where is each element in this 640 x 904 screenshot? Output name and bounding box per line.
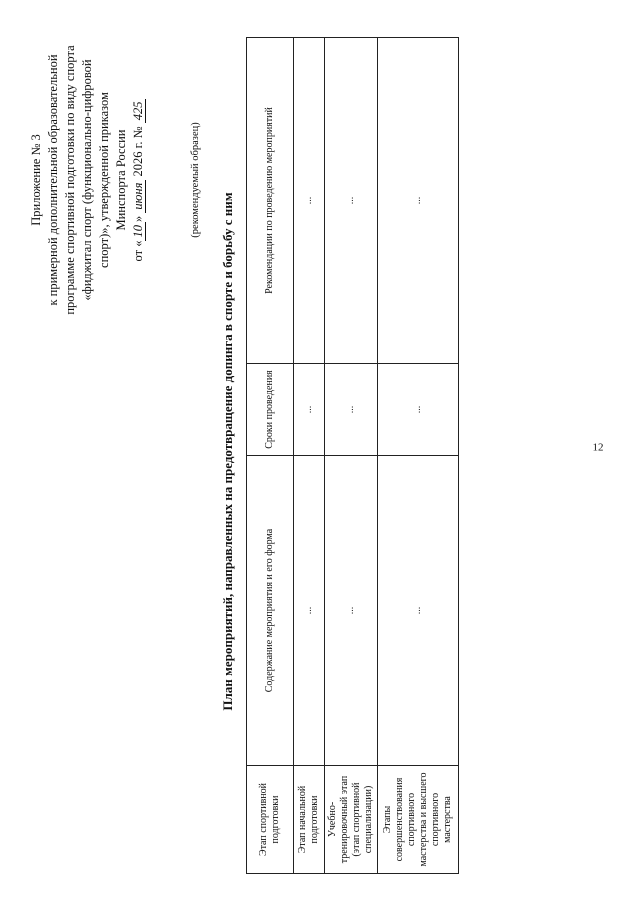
cell-term: ...	[378, 364, 459, 456]
cell-term: ...	[325, 364, 378, 456]
table-row	[294, 38, 325, 874]
cell-content: ...	[378, 456, 459, 766]
cell-term: ...	[294, 364, 325, 456]
table-header-row	[247, 38, 294, 874]
cell-stage: Учебно-тренировочный этап (этап спортивной специализации)	[325, 766, 378, 874]
date-month: июня	[131, 180, 146, 213]
date-year: 2026 г. №	[131, 126, 145, 177]
page-number: 12	[592, 441, 604, 454]
annex-header	[28, 20, 147, 340]
cell-stage: Этапы совершенствования спортивного мастерства и высшего спортивного мастерства	[378, 766, 459, 874]
sample-note: (рекомендуемый образец)	[190, 122, 201, 238]
order-date-line	[130, 20, 147, 340]
cell-recommendation: ...	[378, 38, 459, 364]
table-row	[378, 38, 459, 874]
cell-recommendation: ...	[325, 38, 378, 364]
header-stage: Этап спортивной подготовки	[247, 766, 294, 874]
date-prefix: от «	[131, 240, 145, 262]
cell-stage: Этап начальной подготовки	[294, 766, 325, 874]
plan-table	[246, 37, 459, 874]
header-content: Содержание мероприятия и его форма	[247, 456, 294, 766]
annex-line-3: «фиджитал спорт (функционально-цифровой	[80, 59, 94, 301]
date-mid: »	[131, 215, 145, 223]
cell-recommendation: ...	[294, 38, 325, 364]
annex-line-2: программе спортивной подготовки по виду спорта	[63, 45, 77, 315]
annex-title: Приложение № 3	[29, 134, 43, 226]
annex-line-1: к примерной дополнительной образовательной	[46, 54, 60, 306]
cell-content: ...	[325, 456, 378, 766]
date-day: 10	[131, 222, 146, 241]
order-number: 425	[131, 99, 146, 124]
table-row	[325, 38, 378, 874]
cell-content: ...	[294, 456, 325, 766]
annex-line-4: спорт)», утвержденной приказом	[97, 92, 111, 268]
header-term: Сроки проведения	[247, 364, 294, 456]
plan-title: План мероприятий, направленных на предотвращение допинга в спорте и борьбу с ним	[220, 192, 235, 711]
header-recommendation: Рекомендации по проведению мероприятий	[247, 38, 294, 364]
annex-line-5: Минспорта России	[114, 129, 128, 231]
